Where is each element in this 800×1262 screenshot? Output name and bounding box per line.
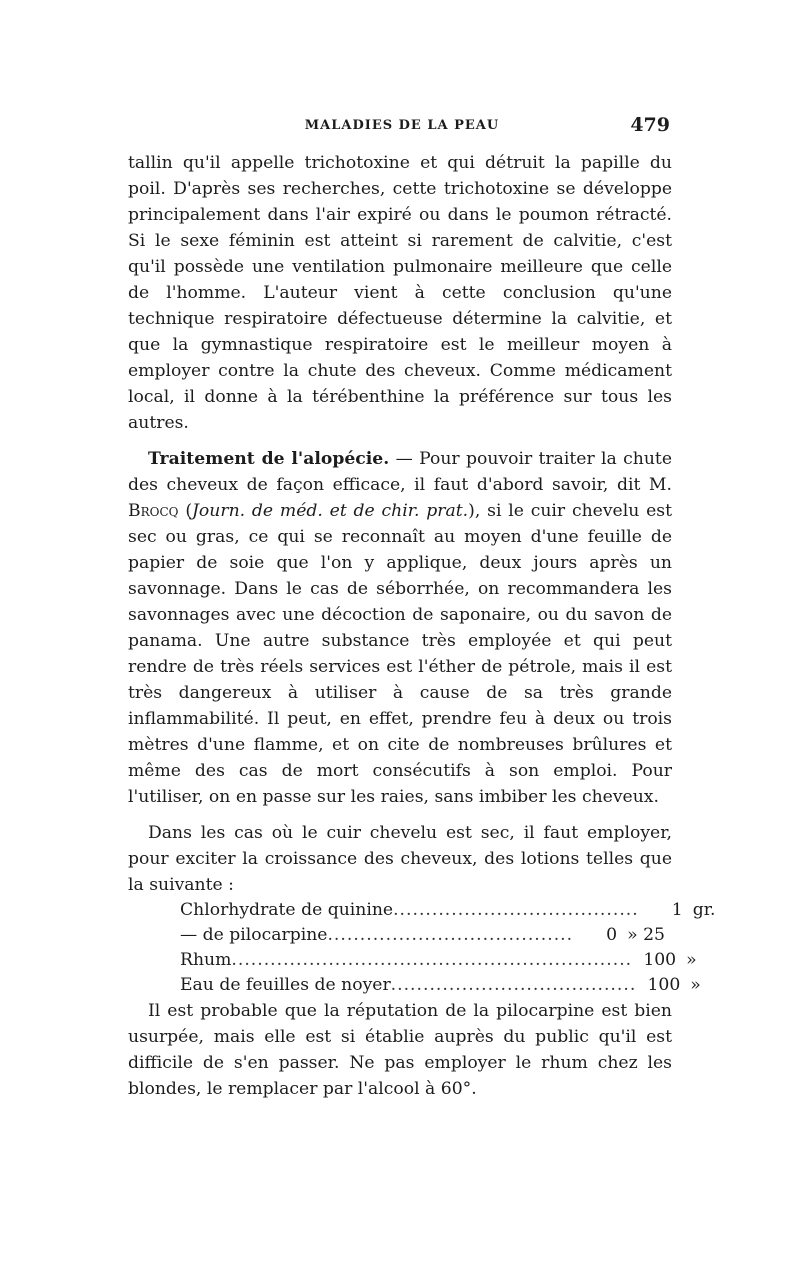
- author-name: Brocq: [128, 501, 179, 521]
- ingredient-quantity: 1: [671, 900, 683, 920]
- running-header: [128, 114, 676, 138]
- leader-dots: ..............................................................: [231, 950, 633, 970]
- paragraph-alopecia-treatment: [128, 446, 672, 810]
- ingredient-unit: gr.: [692, 900, 716, 920]
- paragraph-continuation: tallin qu'il appelle trichotoxine et qui détruit la papille du poil. D'après ses recherches, cette trichotoxine se développe principalement dans l'air expiré ou dans le poumon rétracté. Si le sexe féminin est atteint si rarement de calvitie, c'est qu'il possède une ventilation pulmonaire meilleure que celle de l'homme. L'auteur vient à cette conclusion qu'une technique respiratoire défectueuse détermine la calvitie, et que la gymnastique respiratoire est le meilleur moyen à employer contre la chute des cheveux. Comme médicament local, il donne à la térébenthine la préférence sur tous les autres.: [128, 153, 672, 433]
- page-body: [128, 150, 716, 1102]
- ingredient-quantity: 100: [643, 950, 677, 970]
- ingredient-unit: »: [690, 975, 701, 995]
- section-heading: Traitement de l'alopécie.: [148, 449, 390, 469]
- recipe-row: [180, 923, 665, 948]
- leader-dots: ......................................: [327, 925, 574, 945]
- ingredient-name: Eau de feuilles de noyer: [180, 975, 391, 995]
- journal-citation: Journ. de méd. et de chir. prat.: [192, 501, 469, 521]
- page-number: 479: [630, 114, 670, 136]
- paragraph-dry-scalp: Dans les cas où le cuir chevelu est sec, il faut employer, pour exciter la croissance des cheveux, des lotions telles que la suivante :: [128, 823, 672, 895]
- ingredient-name: Rhum: [180, 950, 232, 970]
- leader-dots: ......................................: [393, 900, 639, 920]
- lotion-recipe: [180, 898, 716, 998]
- ingredient-unit: »: [686, 950, 697, 970]
- ingredient-quantity: 100: [647, 975, 681, 995]
- paragraph-text: (: [178, 501, 193, 521]
- ingredient-quantity: 0: [606, 925, 618, 945]
- recipe-row: [180, 898, 716, 923]
- paragraph-text: — Pour pouvoir traiter la chute des cheveux de façon efficace, il faut d'abord savoir, dit M.: [128, 449, 672, 495]
- recipe-row: [180, 973, 701, 998]
- paragraph-pilocarpine: Il est probable que la réputation de la pilocarpine est bien usurpée, mais elle est si établie auprès du public qu'il est difficile de s'en passer. Ne pas employer le rhum chez les blondes, le remplacer par l'alcool à 60°.: [128, 1001, 672, 1099]
- ingredient-name: — de pilocarpine: [180, 925, 328, 945]
- ingredient-name: Chlorhydrate de quinine: [180, 900, 394, 920]
- recipe-row: [180, 948, 697, 973]
- leader-dots: ......................................: [390, 975, 637, 995]
- running-title: MALADIES DE LA PEAU: [304, 118, 500, 133]
- paragraph-text: ), si le cuir chevelu est sec ou gras, ce qui se reconnaît au moyen d'une feuille de papier de soie que l'on y applique, deux jours après un savonnage. Dans le cas de séborrhée, on recommandera les savonnages avec une décoction de saponaire, ou du savon de panama. Une autre substance très employée et qui peut rendre de très réels services est l'éther de pétrole, mais il est très dangereux à utiliser à cause de sa très grande inflammabilité. Il peut, en effet, prendre feu à deux ou trois mètres d'une flamme, et on cite de nombreuses brûlures et même des cas de mort consécutifs à son emploi. Pour l'utiliser, on en passe sur les raies, sans imbiber les cheveux.: [128, 501, 672, 807]
- ingredient-unit: » 25: [627, 925, 665, 945]
